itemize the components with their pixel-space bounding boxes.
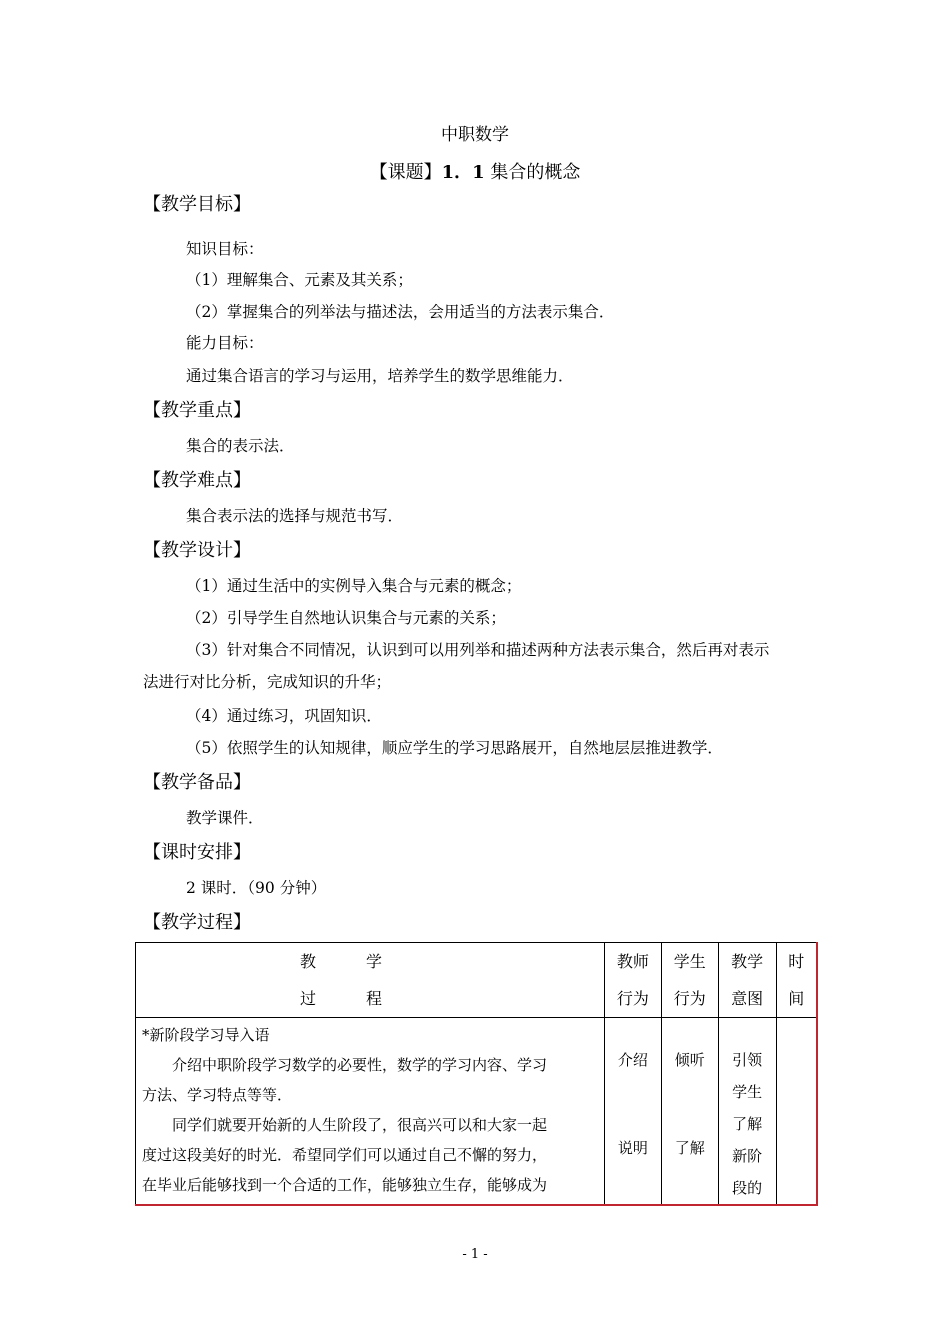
ability-label: 能力目标： (186, 334, 264, 352)
row-para2-line1: 同学们就要开始新的人生阶段了，很高兴可以和大家一起 (172, 1116, 548, 1134)
heading-schedule: 【课时安排】 (143, 842, 251, 863)
header-process-char-1: 教 (300, 952, 317, 971)
row-title: *新阶段学习导入语 (142, 1026, 270, 1044)
row-time (776, 1018, 817, 1206)
heading-process: 【教学过程】 (143, 912, 251, 933)
header-process-char-4: 程 (366, 989, 383, 1008)
header-process-char-2: 学 (366, 952, 383, 971)
schedule-text: 2 课时．（90 分钟） (186, 879, 327, 897)
row-para2-line2: 度过这段美好的时光．希望同学们可以通过自己不懈的努力， (142, 1146, 548, 1164)
key-points-text: 集合的表示法． (186, 437, 295, 455)
design-item-2: （2）引导学生自然地认识集合与元素的关系； (186, 609, 506, 627)
design-item-3a: （3）针对集合不同情况，认识到可以用列举和描述两种方法表示集合，然后再对表示 (186, 641, 770, 659)
row-teacher: 介绍 说明 (604, 1018, 661, 1206)
knowledge-item-1: （1）理解集合、元素及其关系； (186, 271, 413, 289)
lesson-title (0, 158, 950, 184)
page-number: - 1 - (462, 1247, 488, 1262)
lesson-number: 1．1 (441, 162, 485, 183)
header-time: 时 间 (776, 943, 817, 1018)
lesson-name: 集合的概念 (484, 162, 581, 183)
row-para2-line3: 在毕业后能够找到一个合适的工作，能够独立生存，能够成为 (142, 1176, 548, 1194)
design-item-3b: 法进行对比分析，完成知识的升华； (143, 673, 392, 691)
design-item-4: （4）通过练习，巩固知识． (186, 707, 382, 725)
ability-item-1: 通过集合语言的学习与运用，培养学生的数学思维能力． (186, 367, 574, 385)
header-teacher: 教师 行为 (604, 943, 661, 1018)
row-para1-line2: 方法、学习特点等等． (142, 1086, 293, 1104)
document-title: 中职数学 (441, 125, 509, 145)
row-process-content (136, 1018, 605, 1206)
table-row (136, 1018, 818, 1206)
heading-objectives: 【教学目标】 (143, 194, 251, 215)
row-para1-line1: 介绍中职阶段学习数学的必要性，数学的学习内容、学习 (172, 1056, 548, 1074)
knowledge-item-2: （2）掌握集合的列举法与描述法，会用适当的方法表示集合． (186, 303, 615, 321)
heading-difficulties: 【教学难点】 (143, 470, 251, 491)
header-intent: 教学 意图 (718, 943, 776, 1018)
header-process (136, 943, 605, 1018)
lesson-title-bracket: 【课题】 (369, 162, 442, 183)
knowledge-label: 知识目标： (186, 240, 264, 258)
design-item-5: （5）依照学生的认知规律，顺应学生的学习思路展开，自然地层层推进教学． (186, 739, 723, 757)
process-table (135, 942, 818, 1206)
heading-key-points: 【教学重点】 (143, 400, 251, 421)
heading-materials: 【教学备品】 (143, 772, 251, 793)
heading-design: 【教学设计】 (143, 540, 251, 561)
header-process-char-3: 过 (300, 989, 317, 1008)
difficulties-text: 集合表示法的选择与规范书写． (186, 507, 404, 525)
materials-text: 教学课件． (186, 809, 264, 827)
header-student: 学生 行为 (661, 943, 718, 1018)
design-item-1: （1）通过生活中的实例导入集合与元素的概念； (186, 577, 522, 595)
row-student: 倾听 了解 (661, 1018, 718, 1206)
table-header-row (136, 943, 818, 1018)
row-intent: 引领 学生 了解 新阶 段的 (718, 1018, 776, 1206)
